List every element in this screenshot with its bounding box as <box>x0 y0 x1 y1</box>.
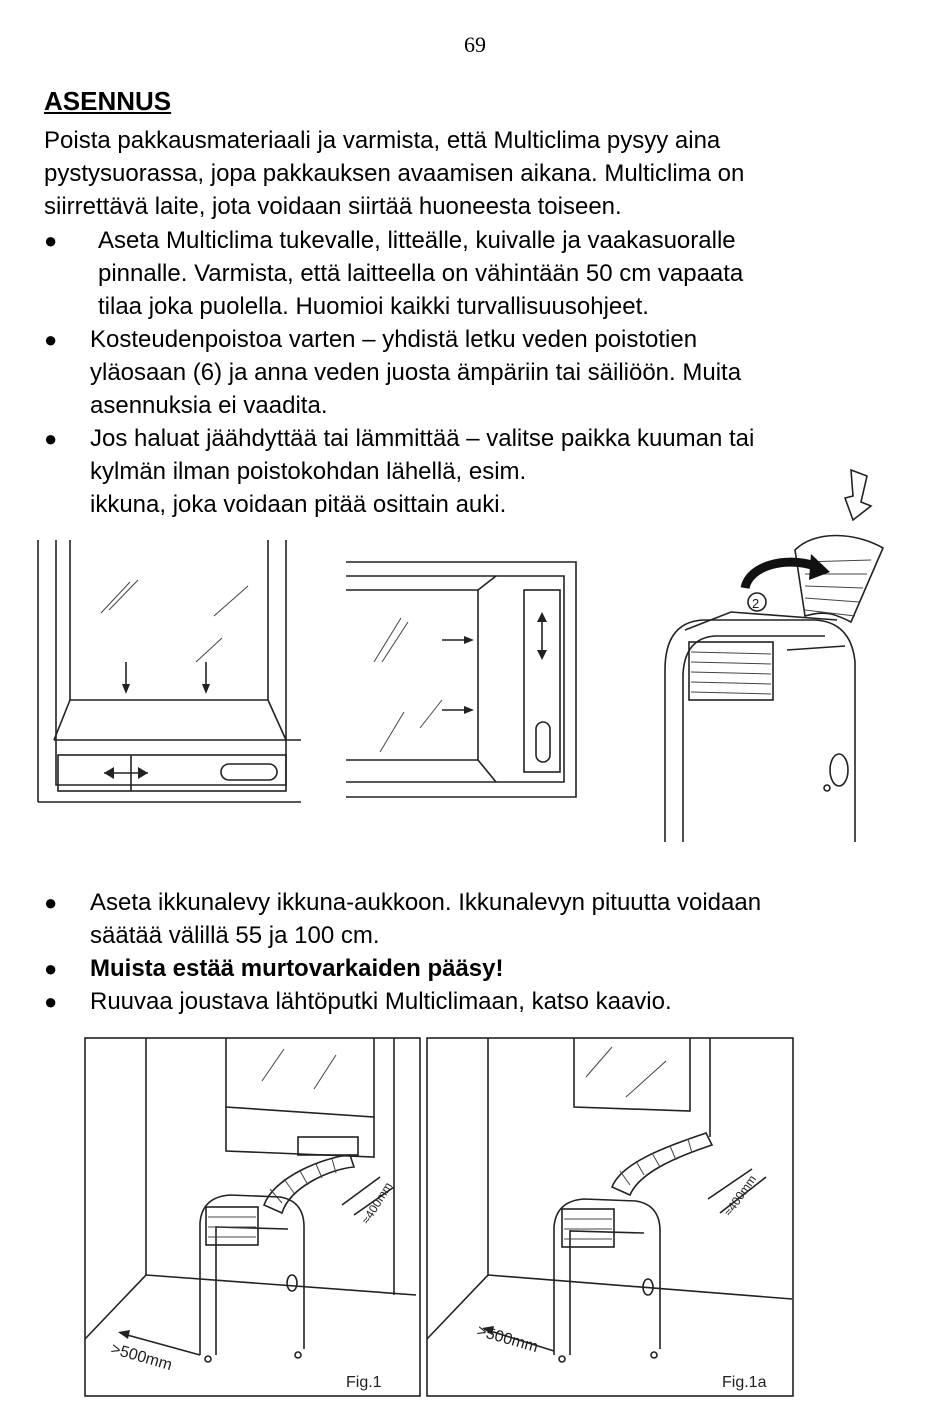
page-number: 69 <box>464 32 486 57</box>
intro-line: siirrettävä laite, jota voidaan siirtää huoneesta toiseen. <box>44 193 622 220</box>
bullet-item: ● Kosteudenpoistoa varten – yhdistä letku veden poistotien yläosaan (6) ja anna veden juosta ämpäriin tai säiliöön. Muita asennuksia ei vaadita. <box>0 323 890 422</box>
distance-wall-label: ≈400mm <box>720 1172 760 1219</box>
unit-hose-attachment-illustration <box>655 470 885 845</box>
intro-paragraph <box>44 124 924 223</box>
intro-line: pystysuorassa, jopa pakkauksen avaamisen aikana. Multiclima on <box>44 160 745 187</box>
bullet-dot-icon: ● <box>44 228 58 253</box>
figure-1a-label: Fig.1a <box>722 1374 767 1391</box>
bullet-item: ● Aseta ikkunalevy ikkuna-aukkoon. Ikkunalevyn pituutta voidaan säätää välillä 55 ja 100 cm. <box>0 886 890 952</box>
bullet-item: ● Aseta Multiclima tukevalle, litteälle, kuivalle ja vaakasuoralle pinnalle. Varmista, että laitteella on vähintään 50 cm vapaata tilaa joka puolella. Huomioi kaikki turvallisuusohjeet. <box>0 224 898 323</box>
distance-wall-label: ≈400mm <box>358 1179 396 1227</box>
bullet-item: ● Ruuvaa joustava lähtöputki Multiclimaan, katso kaavio. <box>0 985 890 1018</box>
bullet-list-bottom <box>0 886 950 1018</box>
intro-line: Poista pakkausmateriaali ja varmista, että Multiclima pysyy aina <box>44 127 721 154</box>
bullet-dot-icon: ● <box>44 989 58 1014</box>
figure-1a-installation <box>426 1037 796 1399</box>
figure-1-installation <box>84 1037 422 1399</box>
bullet-item-warning: ● Muista estää murtovarkaiden pääsy! <box>0 952 890 985</box>
bullet-dot-icon: ● <box>44 956 58 981</box>
bullet-item: ● Jos haluat jäähdyttää tai lämmittää – valitse paikka kuuman tai kylmän ilman poistokohdan lähellä, esim. ikkuna, joka voidaan pitää osittain auki. <box>0 422 890 521</box>
bullet-dot-icon: ● <box>44 327 58 352</box>
figure-1-label: Fig.1 <box>346 1374 382 1391</box>
window-kit-horizontal-illustration <box>346 562 581 800</box>
distance-floor-label: >500mm <box>474 1322 540 1357</box>
bullet-dot-icon: ● <box>44 426 58 451</box>
step-number-label: 2 <box>752 596 760 611</box>
section-heading: ASENNUS <box>44 86 172 116</box>
distance-floor-label: >500mm <box>108 1340 174 1375</box>
window-kit-vertical-illustration <box>36 540 306 810</box>
bullet-dot-icon: ● <box>44 890 58 915</box>
